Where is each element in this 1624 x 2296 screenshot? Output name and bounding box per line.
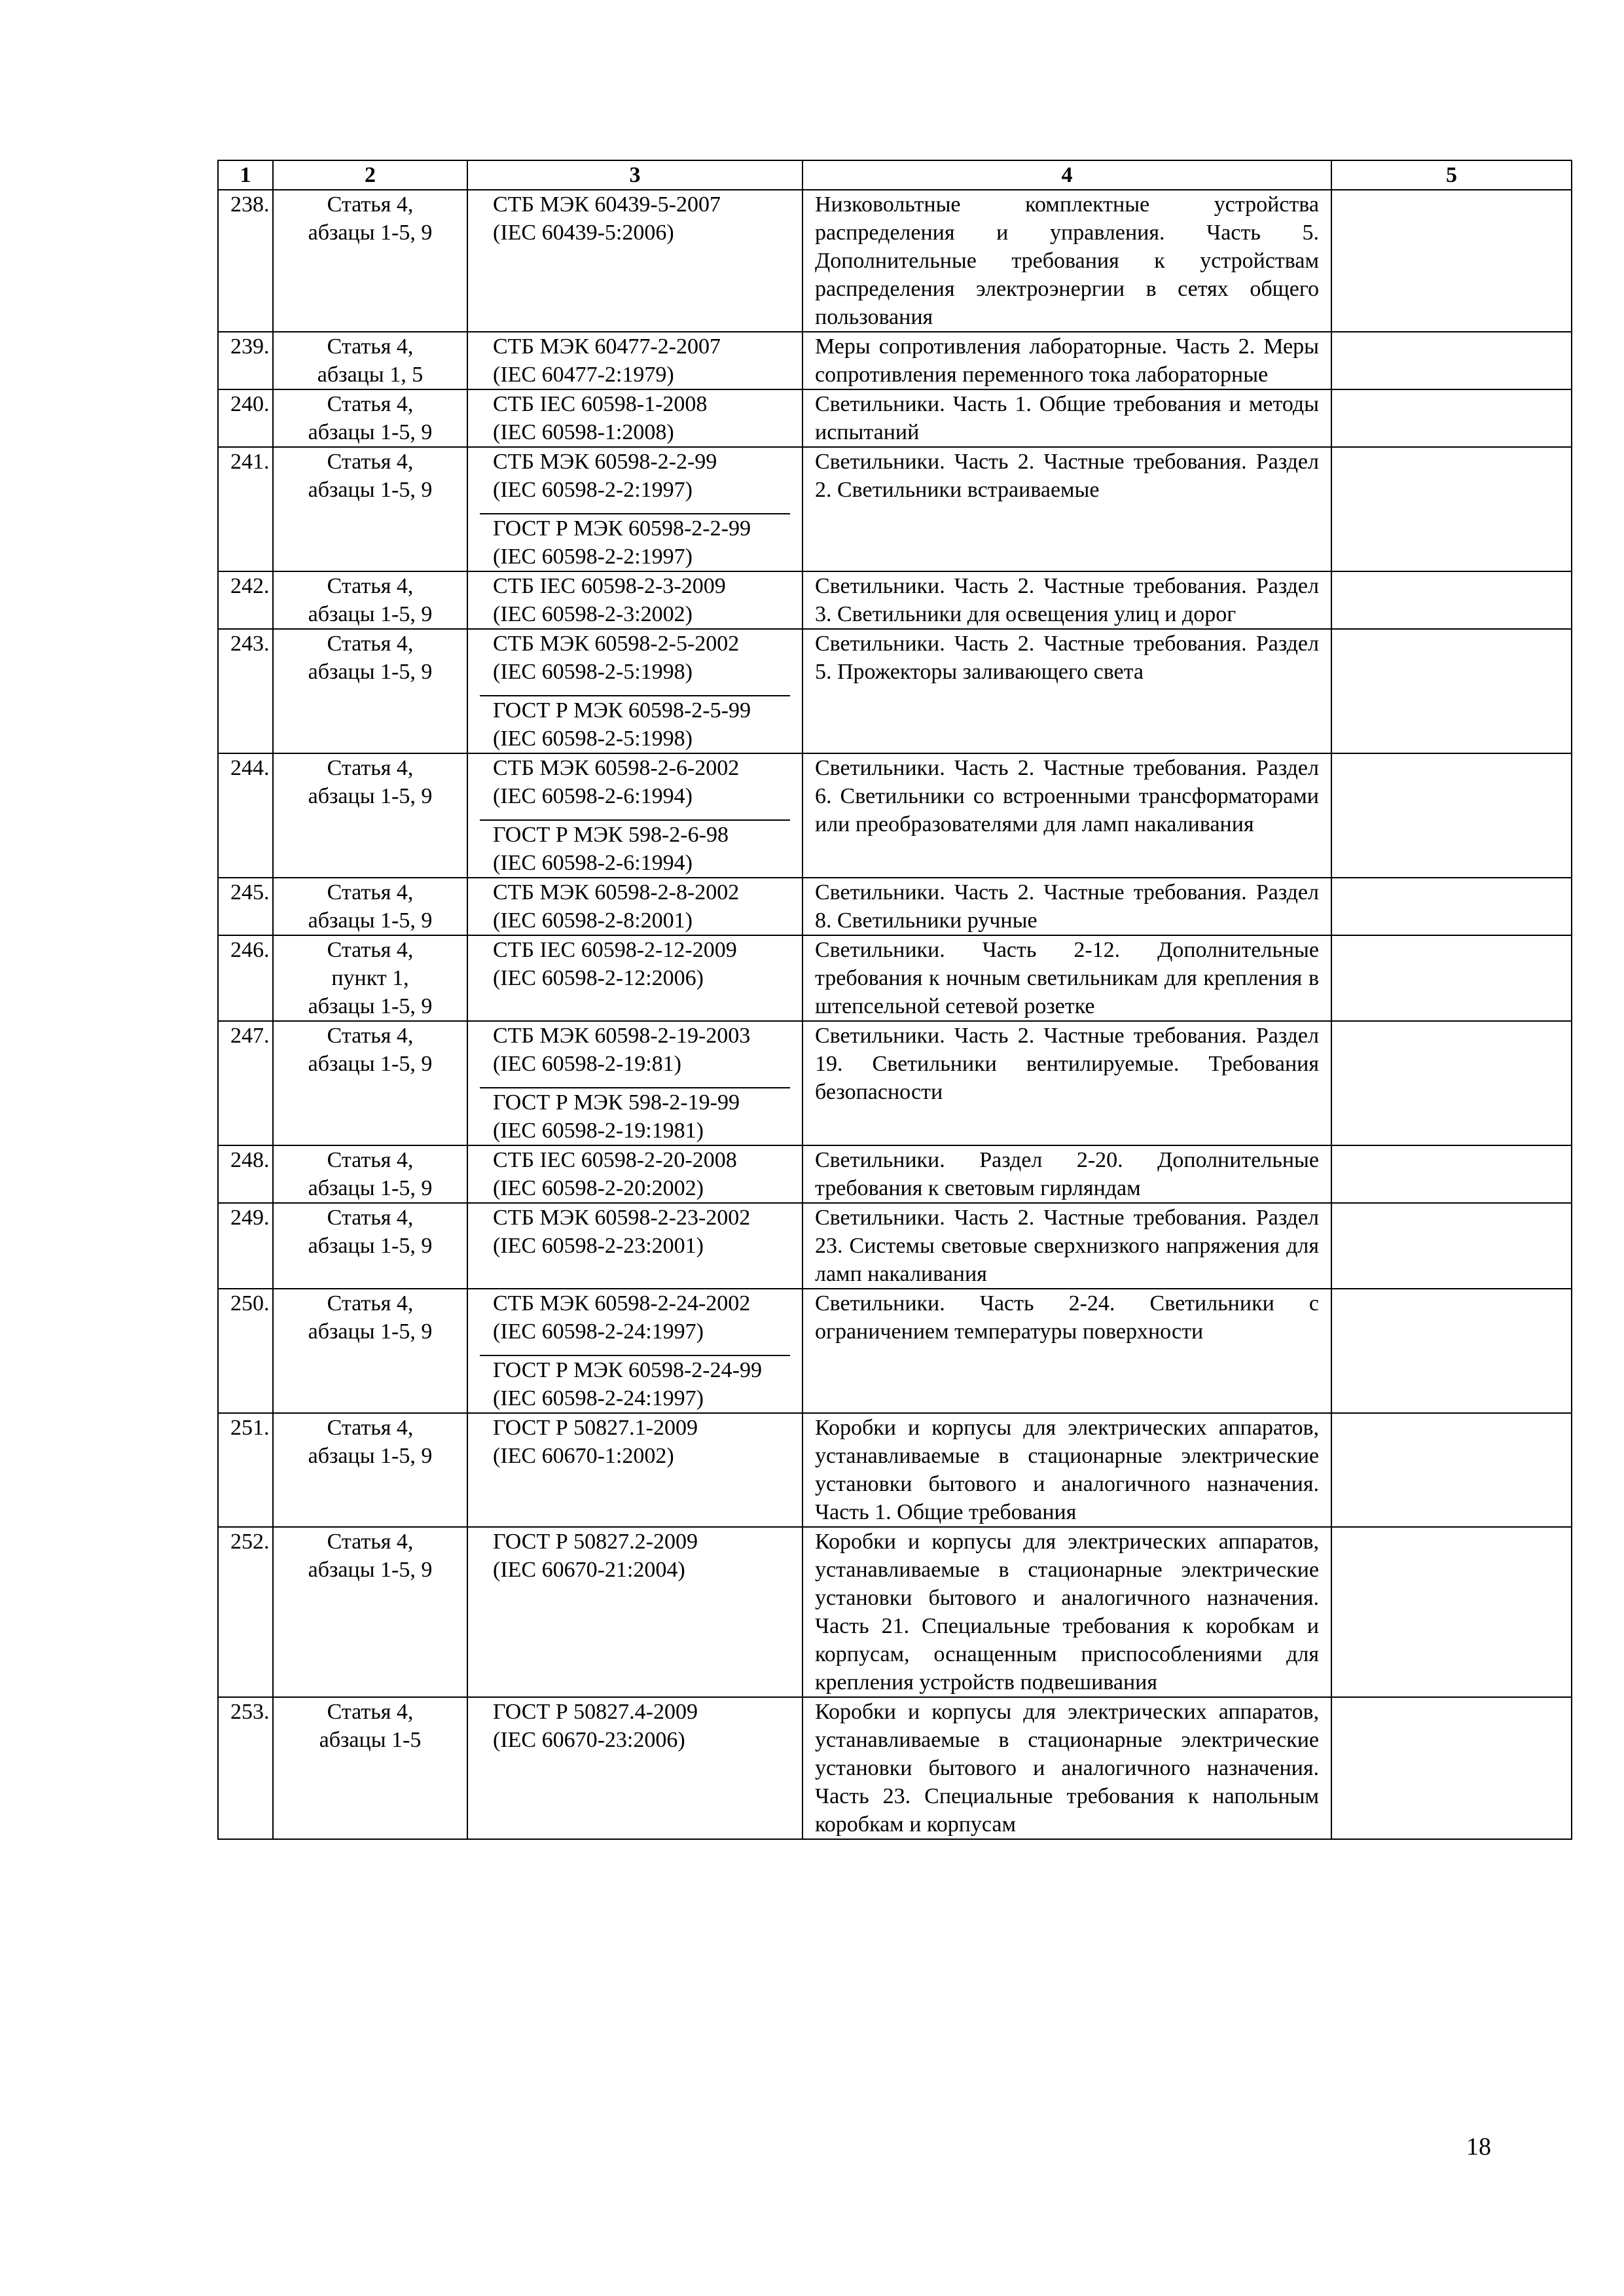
column-header: 3 (467, 160, 803, 190)
standard-line: (IEC 60598-2-6:1994) (493, 851, 693, 875)
standard-line: (IEC 60670-1:2002) (493, 1444, 674, 1468)
standard-title: Светильники. Часть 2. Частные требования. Раздел 6. Светильники со встроенными трансформаторами или преобразователями для ламп накаливания (803, 753, 1331, 878)
standard-title: Светильники. Часть 2. Частные требования. Раздел 8. Светильники ручные (803, 878, 1331, 935)
row-number: 241. (218, 447, 273, 571)
standard-line: ГОСТ Р МЭК 60598-2-2-99 (493, 516, 751, 541)
article-cell (273, 1203, 467, 1289)
note-cell (1331, 332, 1572, 389)
standard-entry (480, 630, 790, 686)
standard-line: (IEC 60670-21:2004) (493, 1558, 685, 1582)
standard-line: СТБ МЭК 60598-2-2-99 (493, 450, 717, 474)
table-header-row (218, 160, 1572, 190)
article-line: абзацы 1-5, 9 (308, 1234, 433, 1258)
standard-line: ГОСТ Р МЭК 598-2-6-98 (493, 823, 729, 847)
standard-entry (480, 1414, 790, 1470)
standard-title: Светильники. Часть 1. Общие требования и методы испытаний (803, 389, 1331, 447)
standard-line: СТБ МЭК 60439-5-2007 (493, 192, 721, 217)
standard-title: Светильники. Часть 2-12. Дополнительные требования к ночным светильникам для крепления в штепсельной сетевой розетке (803, 935, 1331, 1021)
article-line: Статья 4, (327, 1024, 414, 1048)
standard-entry (480, 819, 790, 877)
article-line: абзацы 1-5, 9 (308, 908, 433, 933)
standard-cell (467, 389, 803, 447)
article-line: абзацы 1-5, 9 (308, 1176, 433, 1200)
standard-entry (480, 878, 790, 935)
standard-line: СТБ МЭК 60477-2-2007 (493, 334, 721, 359)
standard-cell (467, 332, 803, 389)
standard-line: СТБ IEC 60598-2-3-2009 (493, 574, 726, 598)
article-cell (273, 753, 467, 878)
article-cell (273, 1697, 467, 1839)
standard-entry (480, 695, 790, 753)
standard-line: ГОСТ Р 50827.4-2009 (493, 1700, 698, 1724)
standard-line: ГОСТ Р 50827.1-2009 (493, 1416, 698, 1440)
standard-entry (480, 936, 790, 992)
row-number: 251. (218, 1413, 273, 1527)
standard-line: (IEC 60598-2-2:1997) (493, 545, 693, 569)
article-line: Статья 4, (327, 450, 414, 474)
standard-entry (480, 513, 790, 571)
table-row (218, 629, 1572, 753)
article-cell (273, 389, 467, 447)
article-cell (273, 629, 467, 753)
standard-entry (480, 572, 790, 628)
standard-line: (IEC 60598-2-5:1998) (493, 660, 693, 684)
standard-line: (IEC 60598-2-3:2002) (493, 602, 693, 626)
table-row (218, 1145, 1572, 1203)
row-number: 248. (218, 1145, 273, 1203)
standard-line: (IEC 60598-2-24:1997) (493, 1386, 704, 1410)
standard-entry (480, 1146, 790, 1202)
article-line: Статья 4, (327, 1148, 414, 1172)
table-row (218, 878, 1572, 935)
standard-line: СТБ МЭК 60598-2-24-2002 (493, 1291, 751, 1316)
row-number: 253. (218, 1697, 273, 1839)
page-number: 18 (1466, 2133, 1491, 2161)
standard-line: (IEC 60670-23:2006) (493, 1728, 685, 1752)
standard-line: (IEC 60598-2-12:2006) (493, 966, 704, 990)
article-cell (273, 1021, 467, 1145)
standard-line: СТБ IEC 60598-2-20-2008 (493, 1148, 737, 1172)
article-line: пункт 1, (331, 966, 409, 990)
article-line: абзацы 1-5, 9 (308, 602, 433, 626)
standard-cell (467, 1289, 803, 1413)
note-cell (1331, 447, 1572, 571)
standard-line: СТБ МЭК 60598-2-5-2002 (493, 632, 740, 656)
standard-line: (IEC 60598-2-2:1997) (493, 478, 693, 502)
standard-line: (IEC 60598-2-6:1994) (493, 784, 693, 808)
standard-line: (IEC 60477-2:1979) (493, 363, 674, 387)
row-number: 238. (218, 190, 273, 332)
table-row (218, 753, 1572, 878)
article-cell (273, 878, 467, 935)
table-row (218, 1021, 1572, 1145)
standard-title: Светильники. Часть 2. Частные требования. Раздел 23. Системы световые сверхнизкого напряжения для ламп накаливания (803, 1203, 1331, 1289)
article-cell (273, 935, 467, 1021)
standard-line: (IEC 60598-2-19:1981) (493, 1119, 704, 1143)
table-row (218, 1413, 1572, 1527)
table-row (218, 1289, 1572, 1413)
article-line: Статья 4, (327, 574, 414, 598)
standard-line: СТБ МЭК 60598-2-23-2002 (493, 1206, 751, 1230)
standard-line: (IEC 60598-2-23:2001) (493, 1234, 704, 1258)
standard-entry (480, 390, 790, 446)
article-line: Статья 4, (327, 632, 414, 656)
standard-line: СТБ МЭК 60598-2-19-2003 (493, 1024, 751, 1048)
article-cell (273, 447, 467, 571)
standard-entry (480, 1698, 790, 1754)
note-cell (1331, 1203, 1572, 1289)
standard-title: Светильники. Часть 2. Частные требования. Раздел 19. Светильники вентилируемые. Требования безопасности (803, 1021, 1331, 1145)
row-number: 245. (218, 878, 273, 935)
standard-title: Светильники. Часть 2-24. Светильники с ограничением температуры поверхности (803, 1289, 1331, 1413)
article-line: Статья 4, (327, 1291, 414, 1316)
standard-line: (IEC 60598-2-24:1997) (493, 1319, 704, 1344)
article-line: абзацы 1, 5 (317, 363, 424, 387)
note-cell (1331, 629, 1572, 753)
article-cell (273, 1289, 467, 1413)
standard-entry (480, 754, 790, 810)
standard-cell (467, 1413, 803, 1527)
standard-line: (IEC 60598-1:2008) (493, 420, 674, 444)
standard-title: Светильники. Часть 2. Частные требования. Раздел 2. Светильники встраиваемые (803, 447, 1331, 571)
article-line: абзацы 1-5 (319, 1728, 422, 1752)
note-cell (1331, 1289, 1572, 1413)
article-line: абзацы 1-5, 9 (308, 994, 433, 1018)
article-line: абзацы 1-5, 9 (308, 1319, 433, 1344)
standard-line: (IEC 60598-2-8:2001) (493, 908, 693, 933)
standard-title: Коробки и корпусы для электрических аппаратов, устанавливаемые в стационарные электрические установки бытового и аналогичного назначения. Часть 1. Общие требования (803, 1413, 1331, 1527)
standard-cell (467, 190, 803, 332)
standard-line: ГОСТ Р МЭК 60598-2-24-99 (493, 1358, 762, 1382)
article-line: Статья 4, (327, 1530, 414, 1554)
standard-entry (480, 1022, 790, 1078)
note-cell (1331, 190, 1572, 332)
row-number: 239. (218, 332, 273, 389)
article-cell (273, 332, 467, 389)
standards-table (217, 160, 1572, 1840)
table-row (218, 1697, 1572, 1839)
standard-line: (IEC 60598-2-20:2002) (493, 1176, 704, 1200)
note-cell (1331, 1413, 1572, 1527)
standard-cell (467, 1145, 803, 1203)
article-line: Статья 4, (327, 1700, 414, 1724)
article-cell (273, 190, 467, 332)
table-row (218, 571, 1572, 629)
standard-entry (480, 1204, 790, 1260)
row-number: 240. (218, 389, 273, 447)
standard-cell (467, 753, 803, 878)
standard-entry (480, 1528, 790, 1584)
standard-cell (467, 1021, 803, 1145)
standard-cell (467, 935, 803, 1021)
standard-title: Светильники. Часть 2. Частные требования. Раздел 5. Прожекторы заливающего света (803, 629, 1331, 753)
article-line: Статья 4, (327, 392, 414, 416)
standard-line: СТБ МЭК 60598-2-6-2002 (493, 756, 740, 780)
row-number: 244. (218, 753, 273, 878)
article-line: абзацы 1-5, 9 (308, 784, 433, 808)
note-cell (1331, 935, 1572, 1021)
article-line: абзацы 1-5, 9 (308, 1558, 433, 1582)
standard-line: (IEC 60598-2-5:1998) (493, 726, 693, 751)
article-line: Статья 4, (327, 334, 414, 359)
standard-entry (480, 1087, 790, 1145)
note-cell (1331, 753, 1572, 878)
article-line: абзацы 1-5, 9 (308, 660, 433, 684)
standard-line: ГОСТ Р МЭК 598-2-19-99 (493, 1090, 740, 1115)
standard-cell (467, 571, 803, 629)
standard-cell (467, 629, 803, 753)
standard-title: Низковольтные комплектные устройства распределения и управления. Часть 5. Дополнительные требования к устройствам распределения электроэнергии в сетях общего пользования (803, 190, 1331, 332)
article-line: Статья 4, (327, 756, 414, 780)
standard-line: (IEC 60598-2-19:81) (493, 1052, 682, 1076)
table-row (218, 332, 1572, 389)
row-number: 249. (218, 1203, 273, 1289)
standard-line: ГОСТ Р МЭК 60598-2-5-99 (493, 698, 751, 723)
article-cell (273, 1145, 467, 1203)
row-number: 247. (218, 1021, 273, 1145)
note-cell (1331, 571, 1572, 629)
table-row (218, 1203, 1572, 1289)
article-line: абзацы 1-5, 9 (308, 1444, 433, 1468)
standard-cell (467, 447, 803, 571)
article-line: Статья 4, (327, 192, 414, 217)
standard-entry (480, 1355, 790, 1412)
note-cell (1331, 1697, 1572, 1839)
standard-title: Коробки и корпусы для электрических аппаратов, устанавливаемые в стационарные электрические установки бытового и аналогичного назначения. Часть 21. Специальные требования к коробкам и корпусам, оснащенным приспособлениями для крепления устройств подвешивания (803, 1527, 1331, 1697)
table-row (218, 447, 1572, 571)
standard-entry (480, 448, 790, 504)
article-cell (273, 1527, 467, 1697)
standard-title: Меры сопротивления лабораторные. Часть 2. Меры сопротивления переменного тока лабораторные (803, 332, 1331, 389)
note-cell (1331, 1021, 1572, 1145)
standard-line: (IEC 60439-5:2006) (493, 221, 674, 245)
standard-entry (480, 332, 790, 389)
article-line: абзацы 1-5, 9 (308, 221, 433, 245)
article-line: абзацы 1-5, 9 (308, 420, 433, 444)
article-line: Статья 4, (327, 1416, 414, 1440)
note-cell (1331, 1145, 1572, 1203)
column-header: 1 (218, 160, 273, 190)
table-row (218, 935, 1572, 1021)
article-line: абзацы 1-5, 9 (308, 478, 433, 502)
article-line: Статья 4, (327, 880, 414, 905)
note-cell (1331, 878, 1572, 935)
table-body (218, 190, 1572, 1839)
column-header: 5 (1331, 160, 1572, 190)
row-number: 250. (218, 1289, 273, 1413)
row-number: 242. (218, 571, 273, 629)
standard-cell (467, 878, 803, 935)
standard-cell (467, 1203, 803, 1289)
note-cell (1331, 389, 1572, 447)
standard-title: Светильники. Раздел 2-20. Дополнительные требования к световым гирляндам (803, 1145, 1331, 1203)
table-row (218, 1527, 1572, 1697)
standard-line: ГОСТ Р 50827.2-2009 (493, 1530, 698, 1554)
standard-cell (467, 1527, 803, 1697)
note-cell (1331, 1527, 1572, 1697)
standard-title: Коробки и корпусы для электрических аппаратов, устанавливаемые в стационарные электрические установки бытового и аналогичного назначения. Часть 23. Специальные требования к напольным коробкам и корпусам (803, 1697, 1331, 1839)
article-line: Статья 4, (327, 938, 414, 962)
standard-title: Светильники. Часть 2. Частные требования. Раздел 3. Светильники для освещения улиц и дорог (803, 571, 1331, 629)
standard-line: СТБ IEC 60598-2-12-2009 (493, 938, 737, 962)
article-cell (273, 1413, 467, 1527)
table-row (218, 389, 1572, 447)
article-line: абзацы 1-5, 9 (308, 1052, 433, 1076)
standard-entry (480, 190, 790, 247)
row-number: 252. (218, 1527, 273, 1697)
standard-line: СТБ МЭК 60598-2-8-2002 (493, 880, 740, 905)
article-cell (273, 571, 467, 629)
row-number: 246. (218, 935, 273, 1021)
standard-entry (480, 1289, 790, 1346)
table-row (218, 190, 1572, 332)
row-number: 243. (218, 629, 273, 753)
column-header: 4 (803, 160, 1331, 190)
article-line: Статья 4, (327, 1206, 414, 1230)
standard-cell (467, 1697, 803, 1839)
column-header: 2 (273, 160, 467, 190)
standard-line: СТБ IEC 60598-1-2008 (493, 392, 708, 416)
